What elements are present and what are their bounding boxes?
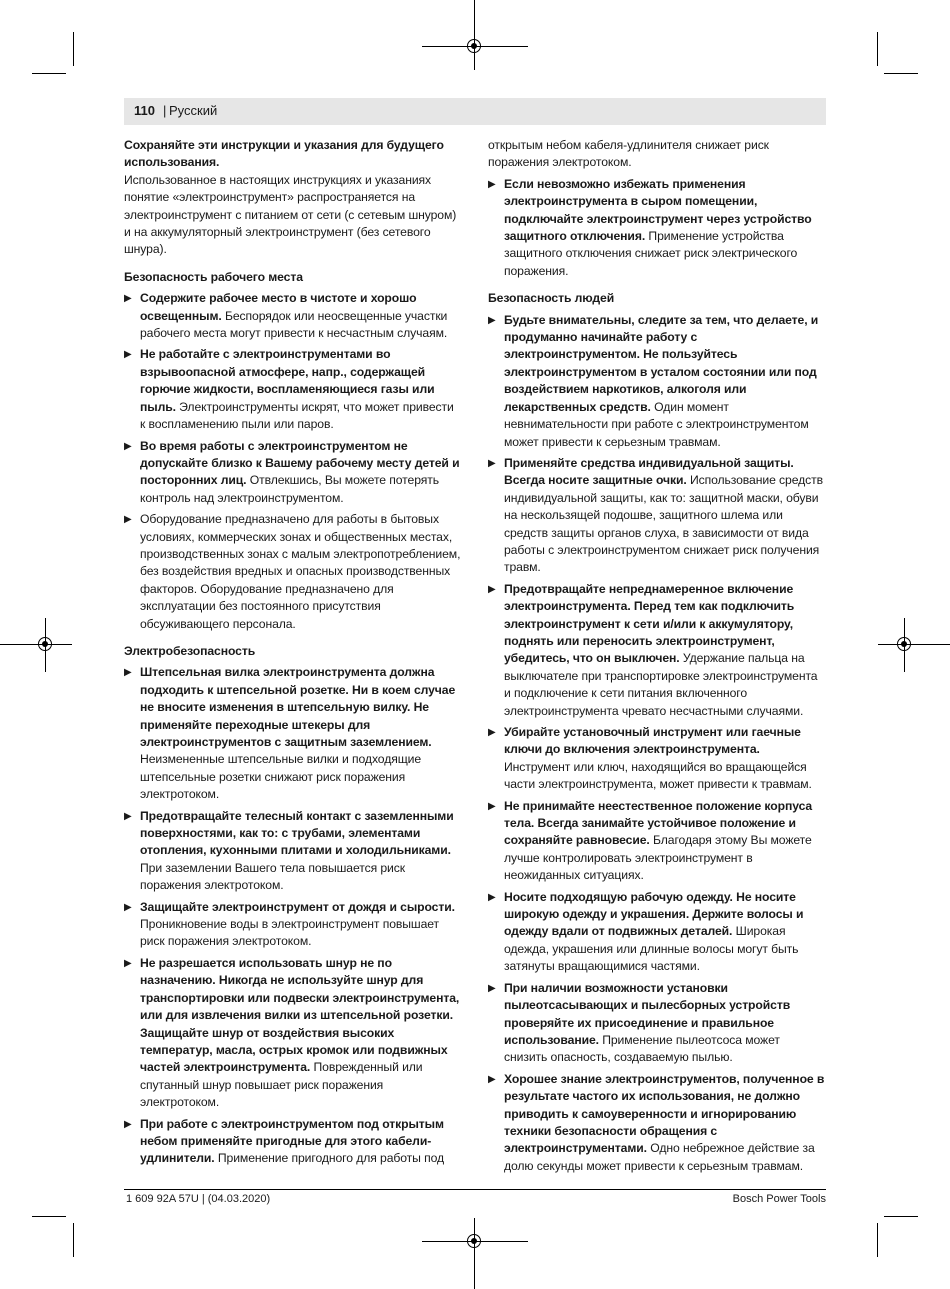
list-item <box>124 664 462 803</box>
list-item <box>124 346 462 433</box>
bullet-arrow-icon: ▶ <box>124 667 132 679</box>
list-item <box>488 798 826 885</box>
item-text: При заземлении Вашего тела повышается риск поражения электротоком. <box>140 860 405 893</box>
list-item <box>124 808 462 895</box>
item-text: Применение устройства защитного отключения снижает риск электрического поражения. <box>504 229 798 278</box>
bullet-arrow-icon: ▶ <box>488 178 496 190</box>
intro-text: Использованное в настоящих инструкциях и указаниях понятие «электроинструмент» распространяется на электроинструмент с питанием от сети (с сетевым шнуром) и на аккумуляторный электроинструмент (без сетевого шнура). <box>124 172 457 257</box>
item-text: Поврежденный или спутанный шнур повышает риск поражения электротоком. <box>140 1060 423 1110</box>
item-bold-text: Убирайте установочный инструмент или гаечные ключи до включения электроинструмента. <box>504 725 801 757</box>
registration-line <box>474 0 475 70</box>
list-item <box>488 980 826 1067</box>
bullet-arrow-icon: ▶ <box>124 349 132 361</box>
bullet-arrow-icon: ▶ <box>124 957 132 969</box>
item-bold-text: Предотвращайте непреднамеренное включение электроинструмента. Перед тем как подключить электроинструмент к сети и/или к аккумулятору, поднять или переносить электроинструмент, убедитесь, что он выключен. <box>504 581 795 666</box>
item-text: Электроинструменты искрят, что может привести к воспламенению пыли или паров. <box>140 399 454 432</box>
item-bold-text: Хорошее знание электроинструментов, полученное в результате частого их использования, не должно приводить к самоуверенности и игнорированию техники безопасности обращения с электроинструментами. <box>504 1071 825 1156</box>
left-column <box>124 137 462 1172</box>
bullet-arrow-icon: ▶ <box>124 514 132 526</box>
item-text: Оборудование предназначено для работы в бытовых условиях, коммерческих зонах и общественных местах, производственных зонах с малым электропотреблением, без воздействия вредных и опасных производственных факторов. Оборудование предназначено для эксплуатации без постоянного присутствия обсуживающего персонала. <box>140 512 461 631</box>
list-item <box>488 1071 826 1175</box>
item-bold-text: При наличии возможности установки пылеотсасывающих и пылесборных устройств проверяйте их присоединение и правильное использование. <box>504 980 791 1047</box>
crop-mark <box>73 32 74 66</box>
bullet-arrow-icon: ▶ <box>124 1118 132 1130</box>
item-text: Проникновение воды в электроинструмент повышает риск поражения электротоком. <box>140 917 440 949</box>
registration-mark-icon <box>38 637 52 651</box>
header-language: Русский <box>169 103 218 118</box>
page-number: 110 <box>134 103 155 118</box>
item-bold-text: Применяйте средства индивидуальной защиты. Всегда носите защитные очки. <box>504 455 794 488</box>
item-bold-text: Если невозможно избежать применения электроинструмента в сыром помещении, подключайте электроинструмент через устройство защитного отключения. <box>504 176 812 244</box>
list-item <box>488 724 826 794</box>
bullet-arrow-icon: ▶ <box>488 727 496 738</box>
registration-mark-icon <box>467 39 481 53</box>
bullet-list <box>488 176 826 280</box>
item-text: Отвлекшись, Вы можете потерять контроль над электроинструментом. <box>140 473 439 505</box>
item-bold-text: Предотвращайте телесный контакт с заземленными поверхностями, как то: с трубами, элементами отопления, кухонными плитами и холодильниками. <box>140 808 454 858</box>
page-header <box>124 98 826 125</box>
continuation-text: открытым небом кабеля-удлинителя снижает риск поражения электротоком. <box>488 138 769 170</box>
registration-line <box>474 1218 475 1289</box>
crop-mark <box>32 73 66 74</box>
item-text: Широкая одежда, украшения или длинные волосы могут быть затянуты вращающимися частями. <box>504 924 799 974</box>
intro-title: Сохраняйте эти инструкции и указания для будущего использования. <box>124 138 444 170</box>
crop-mark <box>32 1216 66 1217</box>
item-text: Беспорядок или неосвещенные участки рабочего места могут привести к несчастным случаям. <box>140 308 448 341</box>
bullet-arrow-icon: ▶ <box>124 810 132 822</box>
list-item <box>124 955 462 1112</box>
brand-name: Bosch Power Tools <box>732 1193 826 1205</box>
item-bold-text: Носите подходящую рабочую одежду. Не носите широкую одежду и украшения. Держите волосы и одежду вдали от подвижных деталей. <box>504 889 804 939</box>
crop-mark <box>877 1223 878 1257</box>
registration-line <box>878 644 950 645</box>
item-text: Неизмененные штепсельные вилки и подходящие штепсельные розетки снижают риск поражения электротоком. <box>140 752 422 802</box>
section-title: Безопасность людей <box>488 291 615 306</box>
bullet-arrow-icon: ▶ <box>488 583 496 595</box>
item-bold-text: При работе с электроинструментом под открытым небом применяйте пригодные для этого кабели-удлинители. <box>140 1116 444 1166</box>
list-item <box>488 581 826 720</box>
item-bold-text: Не принимайте неестественное положение корпуса тела. Всегда занимайте устойчивое положение и сохраняйте равновесие. <box>504 798 813 848</box>
crop-mark <box>877 32 878 66</box>
item-text: Удержание пальца на выключателе при транспортировке электроинструмента и подключение к сети питания включенного электроинструмента чревато несчастными случаями. <box>504 651 818 718</box>
section-title: Безопасность рабочего места <box>124 269 303 284</box>
bullet-arrow-icon: ▶ <box>488 314 496 326</box>
item-text: Один момент невнимательности при работе с электроинструментом может привести к серьезным травмам. <box>504 399 809 449</box>
bullet-arrow-icon: ▶ <box>488 457 496 469</box>
page-footer <box>124 1189 826 1205</box>
list-item <box>124 438 462 508</box>
registration-line <box>0 644 72 645</box>
list-item <box>488 312 826 451</box>
bullet-arrow-icon: ▶ <box>124 440 132 452</box>
registration-mark-icon <box>897 637 911 651</box>
bullet-arrow-icon: ▶ <box>124 901 132 913</box>
header-separator: | <box>163 103 167 118</box>
item-text: Использование средств индивидуальной защиты, как то: защитной маски, обуви на нескользящей подошве, защитного шлема или средств защиты органов слуха, в зависимости от вида работы с электроинструментом снижает риск получения травм. <box>504 473 823 575</box>
bullet-list <box>488 312 826 1176</box>
document-code: 1 609 92A 57U | (04.03.2020) <box>126 1193 271 1205</box>
list-item <box>124 899 462 951</box>
crop-mark <box>73 1223 74 1257</box>
item-bold-text: Будьте внимательны, следите за тем, что делаете, и продуманно начинайте работу с электроинструментом. Не пользуйтесь электроинструментом в усталом состоянии или под воздействием наркотиков, алкоголя или лекарственных средств. <box>504 312 819 414</box>
item-bold-text: Не разрешается использовать шнур не по назначению. Никогда не используйте шнур для транспортировки или подвески электроинструмента, или для извлечения вилки из штепсельной розетки. Защищайте шнур от воздействия высоких температур, масла, острых кромок или подвижных частей электроинструмента. <box>140 955 460 1075</box>
list-item <box>124 290 462 342</box>
list-item <box>488 889 826 976</box>
bullet-arrow-icon: ▶ <box>488 982 496 994</box>
crop-mark <box>884 1216 918 1217</box>
right-column <box>488 137 826 1179</box>
item-bold-text: Содержите рабочее место в чистоте и хорошо освещенным. <box>140 291 417 323</box>
item-text: Применение пылеотсоса может снизить опасность, создаваемую пылью. <box>504 1032 780 1065</box>
crop-mark <box>884 73 918 74</box>
item-bold-text: Штепсельная вилка электроинструмента должна подходить к штепсельной розетке. Ни в коем случае не вносите изменения в штепсельную вилку. Не применяйте переходные штекеры для электроинструментов с защитным заземлением. <box>140 665 456 749</box>
item-text: Благодаря этому Вы можете лучше контролировать электроинструмент в неожиданных ситуациях. <box>504 833 812 883</box>
section-title: Электробезопасность <box>124 643 256 658</box>
bullet-arrow-icon: ▶ <box>488 800 496 812</box>
list-item <box>488 455 826 577</box>
bullet-arrow-icon: ▶ <box>488 1073 496 1085</box>
item-text: Одно небрежное действие за долю секунды может привести к серьезным травмам. <box>504 1141 815 1173</box>
item-bold-text: Во время работы с электроинструментом не допускайте близко к Вашему рабочему месту детей и посторонних лиц. <box>140 438 460 488</box>
bullet-arrow-icon: ▶ <box>124 293 132 305</box>
registration-mark-icon <box>467 1234 481 1248</box>
item-text: Инструмент или ключ, находящийся во вращающейся части электроинструмента, может привести к травмам. <box>504 759 812 792</box>
bullet-list <box>124 664 462 1167</box>
list-item <box>124 1116 462 1168</box>
item-bold-text: Защищайте электроинструмент от дождя и сырости. <box>140 899 455 914</box>
item-text: Применение пригодного для работы под <box>214 1151 445 1166</box>
list-item <box>124 511 462 633</box>
item-bold-text: Не работайте с электроинструментами во взрывоопасной атмосфере, напр., содержащей горючие жидкости, воспламеняющиеся газы или пыль. <box>140 347 435 414</box>
list-item <box>488 176 826 280</box>
bullet-arrow-icon: ▶ <box>488 891 496 903</box>
bullet-list <box>124 290 462 633</box>
